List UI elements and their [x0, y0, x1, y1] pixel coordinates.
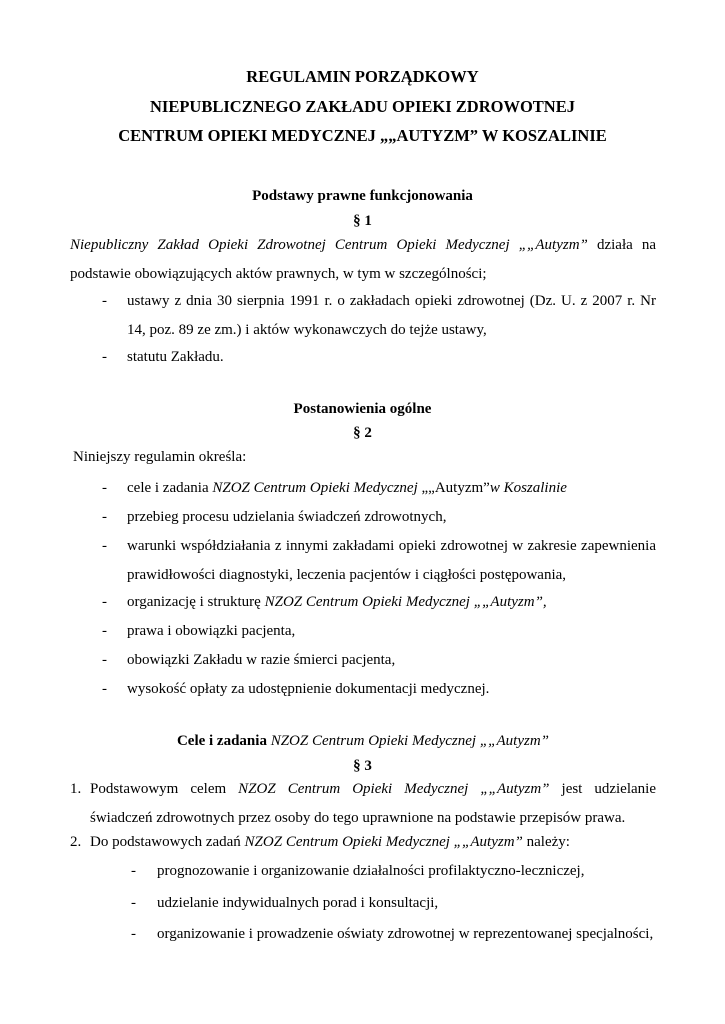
section-2-bullet-text: prawa i obowiązki pacjenta, — [127, 623, 296, 639]
section-2-heading: Postanowienia ogólne — [293, 401, 432, 417]
section-1-intro-italic: Niepubliczny Zakład Opieki Zdrowotnej Centrum Opieki Medycznej „„Autyzm” — [70, 237, 588, 253]
item-number: 2. — [70, 834, 82, 850]
doc-title-line-3: CENTRUM OPIEKI MEDYCZNEJ „„AUTYZM” W KOSZALINIE — [118, 126, 607, 145]
dash-bullet-icon: - — [102, 681, 107, 697]
section-1-bullet-text: statutu Zakładu. — [127, 349, 224, 365]
dash-bullet-icon: - — [102, 509, 107, 525]
section-2-bullet — [70, 646, 656, 675]
section-1-intro-rest: działa na podstawie obowiązujących aktów prawnych, w tym w szczególności; — [70, 237, 656, 282]
section-2-bullet-text: cele i zadania NZOZ Centrum Opieki Medycznej „„Autyzm”w Koszalinie — [127, 480, 567, 496]
section-3-sub-item-text: udzielanie indywidualnych porad i konsultacji, — [157, 895, 439, 911]
section-3-item-1-text: Podstawowym celem NZOZ Centrum Opieki Medycznej „„Autyzm” jest udzielanie świadczeń zdrowotnych przez osoby do tego uprawnione na podstawie przepisów prawa. — [90, 781, 656, 826]
section-3-item-2-text: Do podstawowych zadań NZOZ Centrum Opieki Medycznej „„Autyzm” należy: — [90, 834, 570, 850]
section-3-item-2 — [70, 828, 656, 857]
item-number: 1. — [70, 781, 82, 797]
section-3-symbol: § 3 — [353, 758, 372, 774]
section-3-item-1 — [70, 775, 656, 833]
section-2-bullet — [70, 617, 656, 646]
section-2-symbol: § 2 — [353, 425, 372, 441]
section-1-symbol: § 1 — [353, 213, 372, 229]
section-2-bullet-text: warunki współdziałania z innymi zakładami opieki zdrowotnej w zakresie zapewnienia prawidłowości diagnostyki, leczenia pacjentów i ciągłości postępowania, — [127, 538, 656, 583]
section-3-heading: Cele i zadania NZOZ Centrum Opieki Medycznej „„Autyzm” — [176, 733, 550, 749]
section-1-intro — [70, 231, 656, 289]
section-3-sub-item-text: organizowanie i prowadzenie oświaty zdrowotnej w reprezentowanej specjalności, — [157, 926, 654, 942]
dash-bullet-icon: - — [102, 652, 107, 668]
section-2-intro: Niniejszy regulamin określa: — [73, 449, 247, 465]
dash-bullet-icon: - — [102, 480, 107, 496]
section-2-bullet — [70, 503, 656, 532]
section-3-sub-item — [70, 857, 656, 886]
doc-title-line-1: REGULAMIN PORZĄDKOWY — [246, 67, 479, 86]
section-3-sub-item-text: prognozowanie i organizowanie działalności profilaktyczno-leczniczej, — [157, 863, 585, 879]
doc-title-line-2: NIEPUBLICZNEGO ZAKŁADU OPIEKI ZDROWOTNEJ — [150, 97, 575, 116]
section-2-bullet-text: przebieg procesu udzielania świadczeń zdrowotnych, — [127, 509, 447, 525]
dash-bullet-icon: - — [102, 293, 107, 309]
dash-bullet-icon: - — [131, 926, 136, 942]
section-3-sub-item — [70, 920, 656, 949]
dash-bullet-icon: - — [131, 863, 136, 879]
dash-bullet-icon: - — [102, 538, 107, 554]
dash-bullet-icon: - — [102, 594, 107, 610]
section-2-bullet-text: wysokość opłaty za udostępnienie dokumentacji medycznej. — [127, 681, 490, 697]
section-2-bullet — [70, 532, 656, 590]
section-3-sub-item — [70, 889, 656, 918]
section-2-bullet-text: organizację i strukturę NZOZ Centrum Opieki Medycznej „„Autyzm”, — [127, 594, 547, 610]
dash-bullet-icon: - — [102, 349, 107, 365]
section-1-bullet — [70, 287, 656, 345]
section-1-bullet-text: ustawy z dnia 30 sierpnia 1991 r. o zakładach opieki zdrowotnej (Dz. U. z 2007 r. Nr 14, poz. 89 ze zm.) i aktów wykonawczych do tejże ustawy, — [127, 293, 656, 338]
section-1-bullet — [70, 343, 656, 372]
section-1-heading: Podstawy prawne funkcjonowania — [252, 188, 473, 204]
section-2-bullet-text: obowiązki Zakładu w razie śmierci pacjenta, — [127, 652, 396, 668]
section-2-bullet — [70, 474, 656, 503]
dash-bullet-icon: - — [131, 895, 136, 911]
dash-bullet-icon: - — [102, 623, 107, 639]
section-2-bullet — [70, 588, 656, 617]
section-2-bullet — [70, 675, 656, 704]
